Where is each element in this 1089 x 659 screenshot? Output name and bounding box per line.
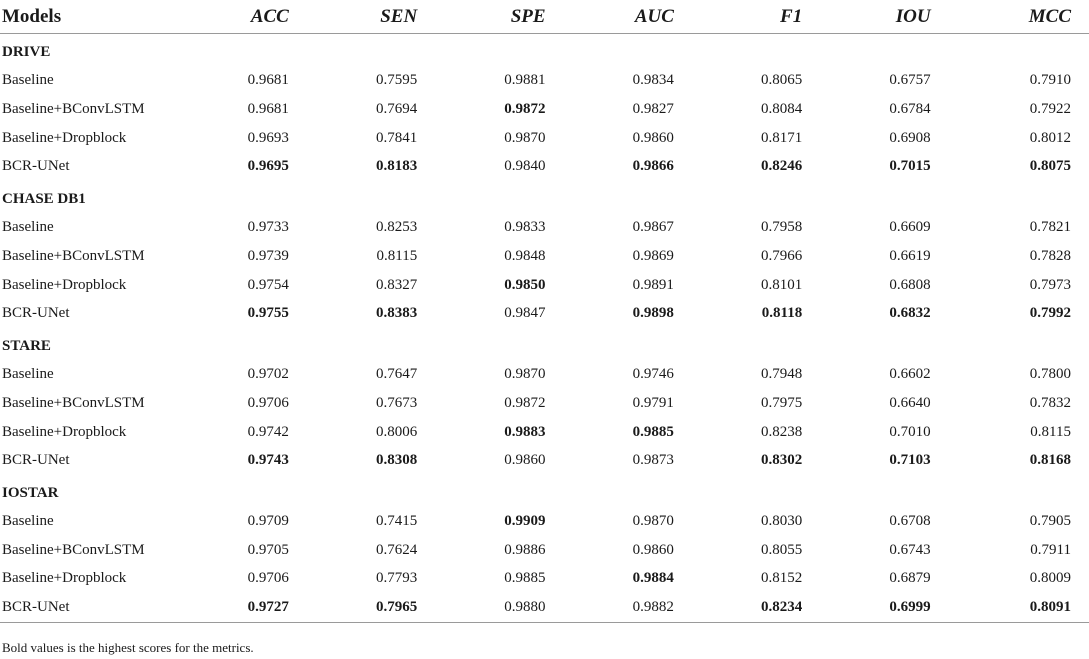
metric-cell-acc: 0.9681: [247, 72, 289, 89]
model-name-cell: Baseline+BConvLSTM: [2, 247, 145, 264]
metric-cell-mcc: 0.7821: [1029, 219, 1071, 236]
metric-cell-iou: 0.6832: [889, 305, 931, 322]
metric-cell-spe: 0.9848: [504, 247, 546, 264]
metric-cell-auc: 0.9891: [632, 276, 674, 293]
table-row: [0, 124, 1089, 153]
table-row: [0, 95, 1089, 124]
model-name-cell: Baseline+Dropblock: [2, 570, 127, 587]
metric-cell-mcc: 0.8091: [961, 593, 1089, 622]
metric-cell-auc: 0.9869: [632, 247, 674, 264]
table-row: [0, 508, 1089, 537]
metric-cell-f1: 0.8065: [760, 72, 803, 89]
header-spe: SPE: [447, 0, 575, 34]
model-name-cell: BCR-UNet: [2, 305, 70, 322]
metric-cell-sen: 0.7415: [375, 513, 418, 530]
metric-cell-mcc: 0.7905: [1029, 513, 1071, 530]
dataset-name: DRIVE: [2, 43, 51, 60]
metric-cell-mcc: 0.8009: [1029, 570, 1071, 587]
header-acc: ACC: [191, 0, 319, 34]
metric-cell-mcc: 0.7922: [1029, 100, 1071, 117]
metric-cell-mcc: 0.7832: [1029, 394, 1071, 411]
metric-cell-f1: 0.7966: [760, 247, 803, 264]
model-name-cell: BCR-UNet: [2, 452, 70, 469]
metric-cell-auc: 0.9885: [632, 423, 674, 440]
table-row: [0, 593, 1089, 622]
model-name-cell: Baseline: [2, 72, 54, 89]
metric-cell-mcc: 0.8075: [1029, 158, 1071, 175]
model-name-cell: Baseline+Dropblock: [2, 129, 127, 146]
metric-cell-auc: 0.9791: [632, 394, 674, 411]
metric-cell-auc: 0.9873: [632, 452, 674, 469]
dataset-name: STARE: [2, 337, 51, 354]
table-row: [0, 299, 1089, 328]
model-name-cell: Baseline+BConvLSTM: [2, 394, 145, 411]
model-name-cell: Baseline: [2, 366, 54, 383]
metric-cell-spe: 0.9870: [504, 366, 546, 383]
metric-cell-mcc: 0.7800: [1029, 366, 1071, 383]
table-row: [0, 67, 1089, 96]
metric-cell-sen: 0.8383: [375, 305, 418, 322]
table-body: [0, 34, 1089, 623]
metric-cell-f1: 0.8101: [760, 276, 803, 293]
metric-cell-spe: 0.9881: [504, 72, 546, 89]
metric-cell-acc: 0.9743: [247, 452, 289, 469]
metric-cell-spe: 0.9833: [504, 219, 546, 236]
metric-cell-iou: 0.7103: [889, 452, 931, 469]
metric-cell-mcc: 0.7910: [1029, 72, 1071, 89]
metric-cell-spe: 0.9883: [504, 423, 546, 440]
metric-cell-sen: 0.8308: [375, 452, 418, 469]
metric-cell-mcc: 0.7992: [1029, 305, 1071, 322]
table-row: [0, 361, 1089, 390]
metric-cell-sen: 0.8115: [376, 247, 418, 264]
header-models: Models: [0, 0, 191, 34]
metric-cell-acc: 0.9705: [247, 541, 289, 558]
model-name-cell: Baseline: [2, 513, 54, 530]
metric-cell-auc: 0.9866: [632, 158, 674, 175]
metric-cell-spe: 0.9872: [504, 394, 546, 411]
metric-cell-sen: 0.7694: [375, 100, 418, 117]
metric-cell-acc: 0.9754: [247, 276, 289, 293]
table-row: [0, 536, 1089, 565]
metric-cell-auc: 0.9867: [632, 219, 674, 236]
metric-cell-iou: 0.6757: [889, 72, 931, 89]
metric-cell-iou: 0.6708: [889, 513, 931, 530]
metric-cell-acc: 0.9709: [247, 513, 289, 530]
dataset-group-row: [0, 34, 1089, 67]
metric-cell-f1: 0.8118: [761, 305, 803, 322]
metric-cell-f1: 0.8246: [760, 158, 803, 175]
metric-cell-auc: 0.9870: [632, 513, 674, 530]
metric-cell-spe: 0.9880: [447, 593, 575, 622]
model-name-cell: BCR-UNet: [0, 593, 191, 622]
metric-cell-auc: 0.9827: [632, 100, 674, 117]
metric-cell-iou: 0.6808: [889, 276, 931, 293]
metric-cell-iou: 0.6784: [889, 100, 931, 117]
table-header: [0, 0, 1089, 34]
metric-cell-iou: 0.7015: [889, 158, 931, 175]
metric-cell-spe: 0.9886: [504, 541, 546, 558]
metric-cell-iou: 0.6602: [889, 366, 931, 383]
metric-cell-spe: 0.9872: [504, 100, 546, 117]
metric-cell-f1: 0.8055: [760, 541, 803, 558]
metric-cell-iou: 0.6879: [889, 570, 931, 587]
table-row: [0, 418, 1089, 447]
dataset-name: IOSTAR: [2, 484, 59, 501]
metric-cell-mcc: 0.7973: [1029, 276, 1071, 293]
table-row: [0, 242, 1089, 271]
metric-cell-spe: 0.9870: [504, 129, 546, 146]
metric-cell-mcc: 0.8115: [1030, 423, 1071, 440]
dataset-group-row: [0, 475, 1089, 508]
metric-cell-mcc: 0.8012: [1029, 129, 1071, 146]
table-row: [0, 214, 1089, 243]
header-sen: SEN: [319, 0, 447, 34]
header-mcc: MCC: [961, 0, 1089, 34]
metric-cell-spe: 0.9850: [504, 276, 546, 293]
metric-cell-iou: 0.6609: [889, 219, 931, 236]
metric-cell-spe: 0.9860: [504, 452, 546, 469]
metric-cell-f1: 0.8152: [760, 570, 803, 587]
metric-cell-iou: 0.6640: [889, 394, 931, 411]
metric-cell-iou: 0.7010: [889, 423, 931, 440]
metric-cell-sen: 0.7647: [375, 366, 418, 383]
metric-cell-acc: 0.9733: [247, 219, 289, 236]
metric-cell-acc: 0.9727: [191, 593, 319, 622]
metric-cell-sen: 0.7624: [375, 541, 418, 558]
metric-cell-auc: 0.9834: [632, 72, 674, 89]
metric-cell-auc: 0.9882: [576, 593, 704, 622]
metric-cell-auc: 0.9884: [632, 570, 674, 587]
metric-cell-f1: 0.8084: [760, 100, 803, 117]
metric-cell-auc: 0.9898: [632, 305, 674, 322]
metric-cell-sen: 0.7841: [375, 129, 418, 146]
metric-cell-acc: 0.9681: [247, 100, 289, 117]
header-row: [0, 0, 1089, 34]
metric-cell-iou: 0.6908: [889, 129, 931, 146]
metric-cell-sen: 0.8327: [375, 276, 418, 293]
metric-cell-auc: 0.9860: [632, 541, 674, 558]
dataset-group-row: [0, 181, 1089, 214]
header-iou: IOU: [832, 0, 960, 34]
metric-cell-mcc: 0.7828: [1029, 247, 1071, 264]
metric-cell-acc: 0.9693: [247, 129, 289, 146]
metric-cell-auc: 0.9860: [632, 129, 674, 146]
metric-cell-auc: 0.9746: [632, 366, 674, 383]
metric-cell-acc: 0.9695: [247, 158, 289, 175]
metric-cell-f1: 0.7958: [760, 219, 803, 236]
model-name-cell: Baseline+Dropblock: [2, 276, 127, 293]
metric-cell-f1: 0.8234: [704, 593, 832, 622]
metric-cell-spe: 0.9885: [504, 570, 546, 587]
metric-cell-sen: 0.7793: [375, 570, 418, 587]
metric-cell-iou: 0.6999: [832, 593, 960, 622]
model-name-cell: Baseline+BConvLSTM: [2, 541, 145, 558]
metric-cell-sen: 0.8253: [375, 219, 418, 236]
metric-cell-spe: 0.9909: [504, 513, 546, 530]
model-name-cell: Baseline+BConvLSTM: [2, 100, 145, 117]
dataset-group-row: [0, 328, 1089, 361]
metric-cell-f1: 0.8030: [760, 513, 803, 530]
metric-cell-mcc: 0.7911: [1030, 541, 1071, 558]
header-f1: F1: [704, 0, 832, 34]
metric-cell-f1: 0.8238: [760, 423, 803, 440]
metric-cell-acc: 0.9702: [247, 366, 289, 383]
table-row: [0, 446, 1089, 475]
dataset-name: CHASE DB1: [2, 190, 86, 207]
metric-cell-acc: 0.9755: [247, 305, 289, 322]
table-row: [0, 565, 1089, 594]
metric-cell-spe: 0.9840: [504, 158, 546, 175]
metric-cell-acc: 0.9739: [247, 247, 289, 264]
table-row: [0, 271, 1089, 300]
model-name-cell: Baseline: [2, 219, 54, 236]
metric-cell-acc: 0.9706: [247, 570, 289, 587]
header-auc: AUC: [576, 0, 704, 34]
model-name-cell: BCR-UNet: [2, 158, 70, 175]
metric-cell-f1: 0.8302: [760, 452, 803, 469]
metric-cell-sen: 0.7965: [319, 593, 447, 622]
table-row: [0, 152, 1089, 181]
metric-cell-sen: 0.8006: [375, 423, 418, 440]
metric-cell-sen: 0.8183: [375, 158, 418, 175]
metric-cell-spe: 0.9847: [504, 305, 546, 322]
table-row: [0, 389, 1089, 418]
metric-cell-acc: 0.9742: [247, 423, 289, 440]
metric-cell-f1: 0.7948: [760, 366, 803, 383]
metric-cell-f1: 0.7975: [760, 394, 803, 411]
metric-cell-mcc: 0.8168: [1029, 452, 1071, 469]
table-footnote: Bold values is the highest scores for the metrics.: [2, 640, 254, 655]
metric-cell-acc: 0.9706: [247, 394, 289, 411]
metric-cell-iou: 0.6743: [889, 541, 931, 558]
metric-cell-iou: 0.6619: [889, 247, 931, 264]
metric-cell-sen: 0.7595: [375, 72, 418, 89]
model-name-cell: Baseline+Dropblock: [2, 423, 127, 440]
metric-cell-f1: 0.8171: [760, 129, 803, 146]
metric-cell-sen: 0.7673: [375, 394, 418, 411]
